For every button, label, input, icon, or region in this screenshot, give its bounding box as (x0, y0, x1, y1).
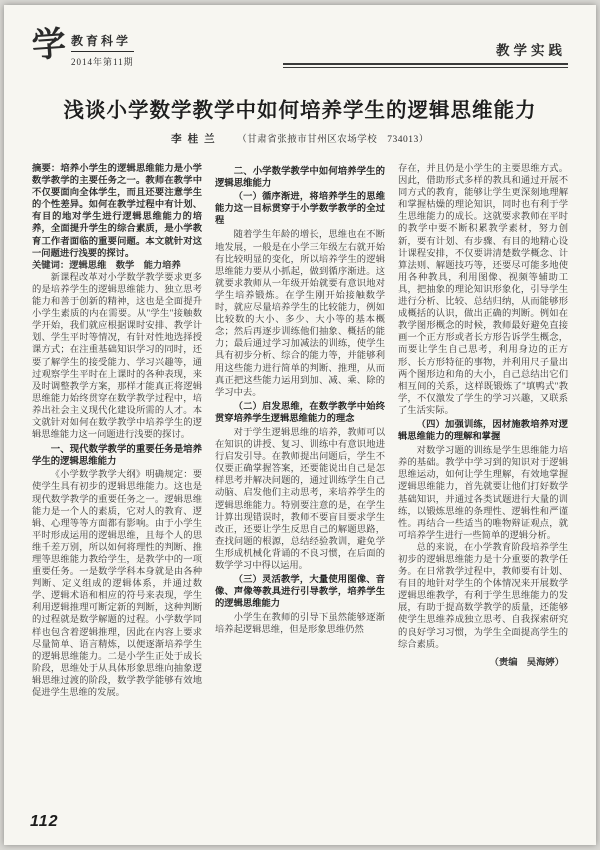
subsection-1-heading: （一）循序渐进，将培养学生的思维能力这一目标贯穿于小学数学教学的全过程 (215, 192, 385, 227)
author-name: 李桂兰 (171, 134, 221, 145)
section-1-heading: 一、现代数学教学的重要任务是培养学生的逻辑思维能力 (32, 443, 202, 467)
subsection-3-heading: （三）灵活教学，大量使用图像、音像、声像等教具进行引导教学，培养学生的逻辑思维能力 (215, 575, 385, 610)
author-affiliation: （甘肃省张掖市甘州区农场学校 734013） (237, 135, 429, 145)
journal-logo-text (71, 29, 134, 68)
article-body (32, 163, 568, 799)
keywords-label: 关键词： (32, 260, 70, 271)
intro-paragraph: 新课程改革对小学数学教学要求更多的是培养学生的逻辑思维能力、独立思考能力和善于创新的精神，这也是全面提升小学生素质的内在需要。从"学生"接触数学开始，我们就应根据课时安排、教学计划、学生平时等情况，有针对性地选择授课方式；在注重基础知识学习的同时，还要了解学生的接受能力、学习兴趣等，通过观察学生平时在上课时的各种表现，来及时调整教学方案，那样才能真正将逻辑思维能力始终贯穿在数学教学过程中，培养出社会主义现代化建设所需的人才。本文就针对如何在数学教学中培养学生的逻辑思维能力这一问题进行浅要的探讨。 (32, 272, 202, 441)
section-2-heading: 二、小学数学教学中如何培养学生的逻辑思维能力 (215, 165, 385, 189)
page-number: 112 (30, 813, 59, 830)
abstract-text: 培养小学生的逻辑思维能力是小学数学教学的主要任务之一。教师在教学中不仅要面向全体学生，而且还要注意学生的个性差异。如何在教学过程中有计划、有目的地对学生进行逻辑思维能力的培养，全面提升学生的综合素质，是小学教育工作者面临的重要问题。本文就针对这一问题进行浅要的探讨。 (32, 164, 202, 259)
editor-credit: （责编 吴海婷） (489, 657, 564, 668)
abstract-label: 摘要： (32, 164, 61, 174)
body-column-1 (32, 163, 202, 799)
conclusion-paragraph: 总的来说，在小学教育阶段培养学生初步的逻辑思维能力是十分重要的教学任务。在日常教学过程中，教师要有计划、有目的地针对学生的个体情况来开展数学逻辑思维教学，有利于学生思维能力的发展，有助于提高数学教学的质量，还能够使学生思维养成独立思考、自我探索研究的良好学习习惯，为学生全面提高学生的综合素质。 (398, 542, 568, 650)
byline (34, 131, 566, 146)
header-rule-thick (283, 63, 568, 65)
subsection-3-paragraph-start: 小学生在教师的引导下虽然能够逐渐培养起逻辑思维，但是形象思维仍然 (215, 613, 385, 636)
subsection-4-heading: （四）加强训练，因材施教培养对逻辑思维能力的理解和掌握 (398, 419, 568, 443)
abstract-paragraph (32, 163, 202, 260)
subsection-2-paragraph: 对于学生逻辑思维的培养，教师可以在知识的讲授、复习、训练中有意识地进行启发引导。在教师提出问题后，学生不仅要正确掌握答案，还要能说出自己是怎样思考并解决问题的，通过训练学生自己动脑、启发他们主动思考，来培养学生的逻辑思维能力。特别要注意的是，在学生计算出现错误时，教师不要盲目要求学生改正，还要让学生反思自己的解题思路，查找问题的根源，总结经验教训，避免学生形成机械化背诵的不良习惯，在后面的数学学习中得以运用。 (215, 427, 385, 571)
journal-page (4, 5, 596, 845)
journal-logo (30, 25, 134, 68)
column-tag-block (283, 39, 568, 68)
article-title: 浅谈小学数学教学中如何培养学生的逻辑思维能力 (63, 99, 537, 122)
keywords-paragraph (32, 260, 202, 272)
subsection-1-paragraph: 随着学生年龄的增长，思维也在不断地发展，一般是在小学三年级左右就开始有比较明显的变化，所以培养学生的逻辑思维能力要从小抓起，做到循序渐进。这就要求教师从一年级开始就要有意识地对学生培养锻炼。在学生刚开始接触数学时，就应尽量培养学生的比较能力，例如比较数的大小、多少、大小等的基本概念；然后再逐步训练他们抽象、概括的能力；最后通过学习加减法的训练，使学生具有初步分析、综合的能力等，并能够利用这些能力进行简单的判断、推理，从而真正把这些能力运用到加、减、乘、除的学习中去。 (215, 230, 385, 398)
journal-logo-glyph: 学 (30, 25, 68, 66)
subsection-3-paragraph-continued: 存在，并且仍是小学生的主要思维方式。因此，借助形式多样的教具和通过开展不同方式的教育，能够让学生更深刻地理解和掌握枯燥的理论知识，同时也有利于学生思维能力的成长。这就要求教师在平时的教学中要不断积累教学素材，努力创新，要有计划、有步骤、有目的地精心设计课程安排，不仅要讲清楚数学概念、计算法则、解题技巧等，还要尽可能多地使用各种教具，利用图像、视频等辅助工具，把抽象的理论知识形象化，引导学生进行分析、比较、总结归纳，从而能够形成概括的认识，做出正确的判断。例如在教学图形概念的时候，教师最好避免直接画一个正方形或者长方形告诉学生概念，而要让学生自己思考，利用身边的正方形、长方形特征的事物，并利用尺子量出两个图形边和角的大小，自己总结出它们相互间的关系，这样既锻炼了"填鸭式"教学，不仅激发了学生的学习兴趣，又联系了生活实际。 (398, 164, 568, 416)
column-tag: 教学实践 (496, 43, 566, 58)
body-column-3 (398, 163, 568, 799)
section-1-paragraph: 《小学数学教学大纲》明确规定：要使学生具有初步的逻辑思维能力。这也是现代数学教学的重要任务之一。逻辑思维能力是一个人的素质，它对人的教育、逻辑、心理等等方面都有影响。由于小学生平时形成运用的逻辑思维，且每个人的思维千差万别，所以如何将理性的判断、推理等思维能力教给学生，是教学中的一项重要任务。一是数学学科本身就是由各种判断、定义组成的逻辑体系，并通过数学、逻辑术语和相应的符号来表现，学生利用逻辑推理可断定新的判断，这种判断的过程就是数学解题的过程。小学数学同样也包含着逻辑推理，因此在内容上要求尽量简单、语言精炼，以便逐渐培养学生的逻辑思维能力。二是小学生正处于成长阶段，思维处于从具体形象思维向抽象逻辑思维过渡的阶段，数学教学能够有效地促进学生思维的发展。 (32, 470, 202, 699)
keywords-text: 逻辑思维 数学 能力培养 (69, 260, 181, 271)
journal-issue: 2014年第11期 (71, 57, 134, 67)
journal-name: 教育科学 (71, 32, 134, 52)
subsection-2-heading: （二）启发思维，在数学教学中始终贯穿培养学生逻辑思维能力的理念 (215, 401, 385, 424)
masthead (30, 25, 568, 75)
subsection-4-paragraph: 对数学习题的训练是学生思维能力培养的基础。教学中学习到的知识对于逻辑思维运动，如何让学生理解，有效地掌握逻辑思维能力，首先就要让他们打好数学基础知识，并通过各类试题进行大量的训练，以锻炼思维的条理性、逻辑性和严谨性。再结合一些适当的唯物辩证观点，就可培养学生进行一些简单的逻辑分析。 (398, 446, 568, 541)
body-column-2 (215, 163, 385, 799)
header-rule-thin (283, 67, 568, 68)
